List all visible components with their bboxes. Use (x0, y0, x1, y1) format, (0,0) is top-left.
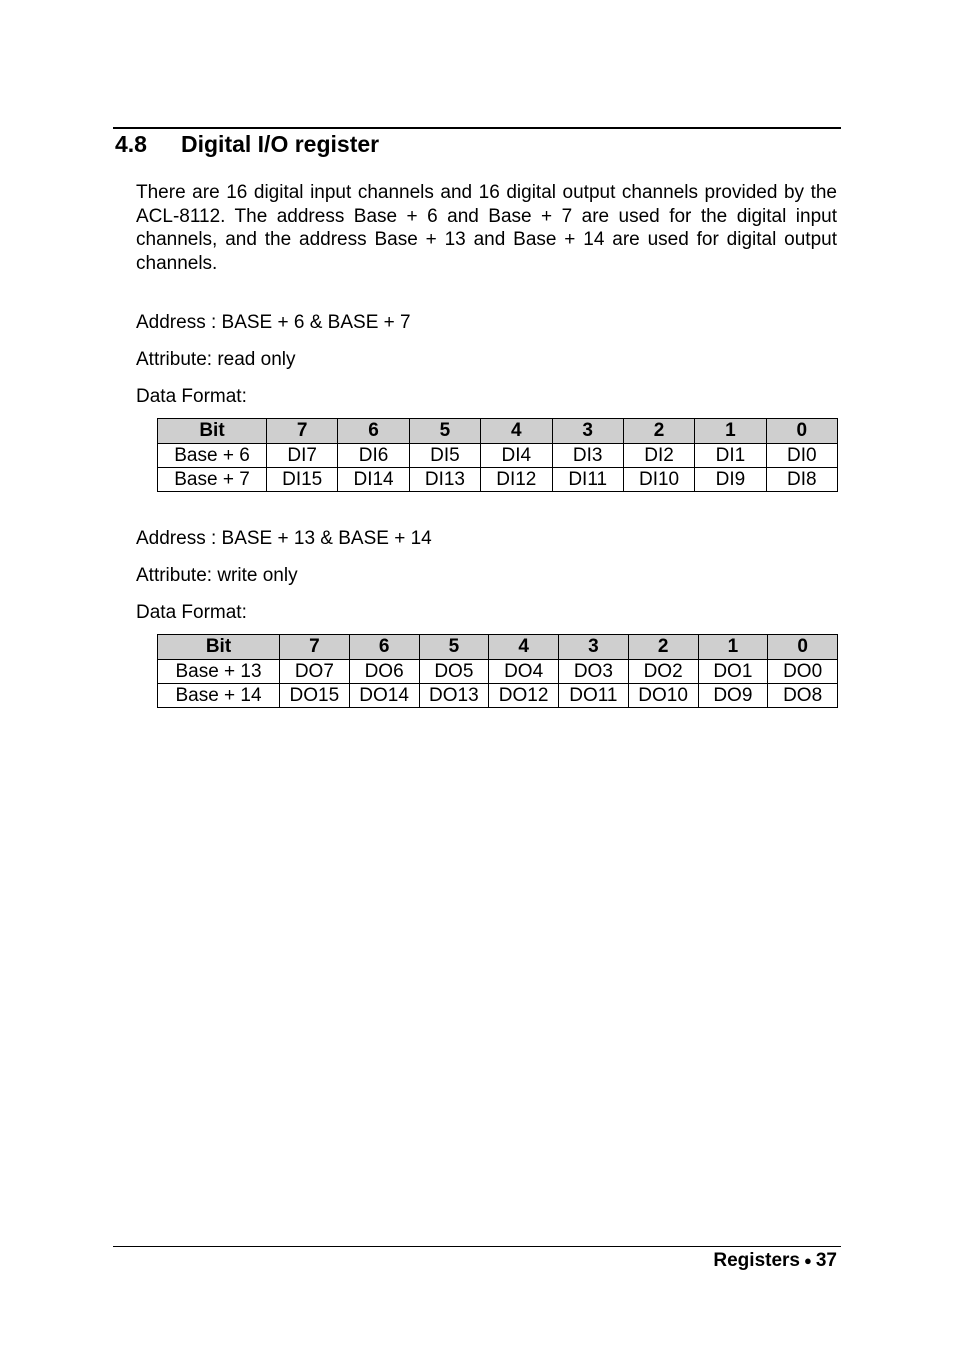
table-cell: DI0 (766, 444, 837, 468)
table-cell: DO7 (280, 660, 350, 684)
header-cell: 0 (766, 419, 837, 444)
section-heading (115, 131, 379, 158)
table-cell: DI7 (267, 444, 338, 468)
table-row (158, 468, 838, 492)
header-cell: 4 (481, 419, 552, 444)
table-cell: DI10 (623, 468, 694, 492)
header-cell: 6 (349, 635, 419, 660)
table-cell: Base + 14 (158, 684, 280, 708)
do-register-table (157, 634, 838, 708)
header-rule (113, 127, 841, 129)
table-header-row (158, 635, 838, 660)
table-cell: DO12 (489, 684, 559, 708)
table-cell: DO4 (489, 660, 559, 684)
table-cell: DO8 (768, 684, 838, 708)
table-cell: DO2 (628, 660, 698, 684)
table-cell: DI2 (623, 444, 694, 468)
header-cell: 3 (552, 419, 623, 444)
table-cell: DI6 (338, 444, 409, 468)
header-cell: 7 (267, 419, 338, 444)
header-cell: 2 (623, 419, 694, 444)
section-number: 4.8 (115, 131, 147, 157)
bullet-icon: ● (804, 1253, 812, 1269)
table-cell: DO3 (559, 660, 629, 684)
di-register-table (157, 418, 838, 492)
table-cell: DO14 (349, 684, 419, 708)
header-cell: 1 (695, 419, 766, 444)
header-cell: 7 (280, 635, 350, 660)
header-cell: Bit (158, 419, 267, 444)
table-cell: DI5 (409, 444, 480, 468)
page-number: 37 (815, 1250, 837, 1271)
table-cell: DO13 (419, 684, 489, 708)
di-attribute: Attribute: read only (136, 349, 296, 370)
table-cell: DO11 (559, 684, 629, 708)
table-cell: Base + 6 (158, 444, 267, 468)
table-row (158, 684, 838, 708)
table-cell: DI9 (695, 468, 766, 492)
table-cell: DO15 (280, 684, 350, 708)
table-cell: DO9 (698, 684, 768, 708)
table-cell: DI1 (695, 444, 766, 468)
table-cell: Base + 13 (158, 660, 280, 684)
section-title: Digital I/O register (181, 131, 380, 157)
table-cell: DI11 (552, 468, 623, 492)
page-footer (713, 1250, 837, 1272)
header-cell: Bit (158, 635, 280, 660)
header-cell: 4 (489, 635, 559, 660)
header-cell: 1 (698, 635, 768, 660)
table-cell: DI3 (552, 444, 623, 468)
footer-label: Registers (713, 1250, 800, 1271)
table-cell: DO10 (628, 684, 698, 708)
table-cell: DO0 (768, 660, 838, 684)
intro-paragraph: There are 16 digital input channels and 16 digital output channels provided by the ACL-8112. The address Base + 6 and Base + 7 are used for the digital input channels, and the address Base + 13 and Base + 14 are used for digital output channels. (136, 182, 837, 274)
table-header-row (158, 419, 838, 444)
header-cell: 3 (559, 635, 629, 660)
header-cell: 5 (409, 419, 480, 444)
table-row (158, 444, 838, 468)
table-cell: DI4 (481, 444, 552, 468)
di-address: Address : BASE + 6 & BASE + 7 (136, 312, 411, 333)
do-format-label: Data Format: (136, 602, 247, 623)
table-cell: DI13 (409, 468, 480, 492)
table-cell: DI12 (481, 468, 552, 492)
di-format-label: Data Format: (136, 386, 247, 407)
header-cell: 2 (628, 635, 698, 660)
do-attribute: Attribute: write only (136, 565, 298, 586)
table-cell: DO1 (698, 660, 768, 684)
do-address: Address : BASE + 13 & BASE + 14 (136, 528, 432, 549)
table-cell: DI8 (766, 468, 837, 492)
table-cell: DO6 (349, 660, 419, 684)
table-cell: Base + 7 (158, 468, 267, 492)
table-cell: DO5 (419, 660, 489, 684)
table-cell: DI15 (267, 468, 338, 492)
header-cell: 6 (338, 419, 409, 444)
table-row (158, 660, 838, 684)
header-cell: 5 (419, 635, 489, 660)
table-cell: DI14 (338, 468, 409, 492)
footer-rule (113, 1246, 841, 1247)
header-cell: 0 (768, 635, 838, 660)
